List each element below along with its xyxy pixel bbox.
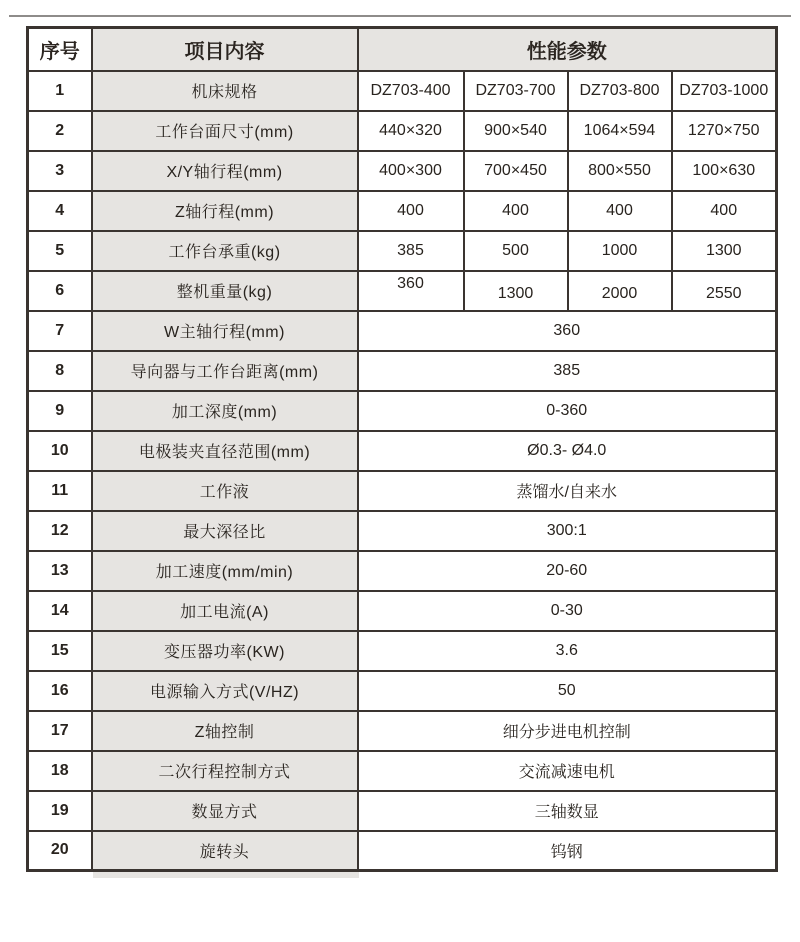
table-row <box>28 231 777 271</box>
row-number-cell: 17 <box>28 711 92 751</box>
value-text: 0-360 <box>546 401 588 419</box>
value-text: 400 <box>606 201 633 219</box>
table-row <box>28 191 777 231</box>
value-cell <box>464 231 568 271</box>
item-name-cell: 变压器功率(KW) <box>92 631 358 671</box>
value-text: 交流减速电机 <box>518 764 615 781</box>
row-number-cell: 9 <box>28 391 92 431</box>
item-name-cell: 导向器与工作台距离(mm) <box>92 351 358 391</box>
table-row <box>28 311 777 351</box>
header-item: 项目内容 <box>92 28 358 71</box>
table-row <box>28 431 777 471</box>
value-text: 细分步进电机控制 <box>502 724 631 741</box>
value-cell <box>672 111 777 151</box>
value-text: 300:1 <box>546 521 587 539</box>
spec-table-wrap <box>26 26 778 872</box>
value-cell <box>672 71 777 111</box>
table-row <box>28 631 777 671</box>
table-row <box>28 391 777 431</box>
table-row <box>28 791 777 831</box>
item-name-cell: 电源输入方式(V/HZ) <box>92 671 358 711</box>
table-row <box>28 151 777 191</box>
value-cell <box>464 151 568 191</box>
value-text: 400 <box>710 201 738 219</box>
value-cell <box>358 551 777 591</box>
header-row <box>28 28 777 71</box>
row-number-cell: 4 <box>28 191 92 231</box>
value-cell <box>358 271 464 311</box>
row-number-cell: 7 <box>28 311 92 351</box>
item-name-cell: 旋转头 <box>92 831 358 871</box>
value-cell <box>358 751 777 791</box>
value-text: 三轴数显 <box>534 804 599 821</box>
item-name-cell: 二次行程控制方式 <box>92 751 358 791</box>
table-row <box>28 591 777 631</box>
value-cell <box>358 351 777 391</box>
value-cell <box>358 711 777 751</box>
row-number-cell: 13 <box>28 551 92 591</box>
row-number-cell: 19 <box>28 791 92 831</box>
table-row <box>28 511 777 551</box>
value-text: DZ703-400 <box>370 81 451 99</box>
value-cell <box>358 631 777 671</box>
value-cell <box>464 111 568 151</box>
table-row <box>28 71 777 111</box>
value-cell <box>568 71 672 111</box>
header-seq: 序号 <box>28 28 92 71</box>
item-name-cell: 最大深径比 <box>92 511 358 551</box>
value-cell <box>358 671 777 711</box>
value-cell <box>358 71 464 111</box>
value-text: 385 <box>397 241 424 259</box>
value-cell <box>672 271 777 311</box>
value-cell <box>358 431 777 471</box>
value-cell <box>568 191 672 231</box>
row-number-cell: 11 <box>28 471 92 511</box>
row-number-cell: 12 <box>28 511 92 551</box>
value-cell <box>672 191 777 231</box>
value-text: 100×630 <box>692 161 756 179</box>
value-cell <box>672 151 777 191</box>
value-text: 360 <box>397 274 424 292</box>
value-cell <box>358 111 464 151</box>
value-cell <box>568 111 672 151</box>
value-text: 1064×594 <box>583 121 656 139</box>
table-row <box>28 271 777 311</box>
value-cell <box>568 231 672 271</box>
value-text: 钨钢 <box>550 843 583 861</box>
item-name-cell: 数显方式 <box>92 791 358 831</box>
value-cell <box>358 151 464 191</box>
item-name-cell: 机床规格 <box>92 71 358 111</box>
value-text: 蒸馏水/自来水 <box>516 484 617 501</box>
value-cell <box>358 231 464 271</box>
row-number-cell: 15 <box>28 631 92 671</box>
item-name-cell: 工作台面尺寸(mm) <box>92 111 358 151</box>
row-number-cell: 18 <box>28 751 92 791</box>
row-number-cell: 3 <box>28 151 92 191</box>
item-name-cell: 整机重量(kg) <box>92 271 358 311</box>
item-name-cell: W主轴行程(mm) <box>92 311 358 351</box>
table-row <box>28 711 777 751</box>
item-name-cell: Z轴行程(mm) <box>92 191 358 231</box>
value-text: 1300 <box>497 284 534 302</box>
value-text: 500 <box>502 241 529 259</box>
value-cell <box>358 591 777 631</box>
value-text: Ø0.3- Ø4.0 <box>527 441 607 459</box>
table-row <box>28 671 777 711</box>
value-cell <box>568 271 672 311</box>
value-text: 0-30 <box>550 601 583 619</box>
value-text: DZ703-1000 <box>679 81 769 99</box>
value-text: 1000 <box>601 241 638 259</box>
value-text: 3.6 <box>555 641 578 659</box>
row-number-cell: 6 <box>28 271 92 311</box>
row-number-cell: 1 <box>28 71 92 111</box>
table-row <box>28 751 777 791</box>
table-row <box>28 351 777 391</box>
row-number-cell: 8 <box>28 351 92 391</box>
top-divider-line <box>9 15 791 17</box>
item-name-cell: 加工电流(A) <box>92 591 358 631</box>
value-cell <box>358 391 777 431</box>
value-text: 385 <box>553 361 581 379</box>
item-name-cell: 电极装夹直径范围(mm) <box>92 431 358 471</box>
value-text: 800×550 <box>588 161 651 179</box>
value-cell <box>358 311 777 351</box>
value-cell <box>568 151 672 191</box>
table-row <box>28 831 777 871</box>
value-text: 400×300 <box>379 161 442 179</box>
value-text: 1270×750 <box>687 121 760 139</box>
table-row <box>28 111 777 151</box>
value-cell <box>464 191 568 231</box>
value-cell <box>464 271 568 311</box>
value-text: 360 <box>553 321 581 339</box>
value-text: 2000 <box>601 284 638 302</box>
value-text: 900×540 <box>484 121 547 139</box>
item-name-cell: 工作液 <box>92 471 358 511</box>
item-name-cell: 加工速度(mm/min) <box>92 551 358 591</box>
table-row <box>28 551 777 591</box>
spec-table <box>26 26 778 872</box>
value-cell <box>358 511 777 551</box>
table-row <box>28 471 777 511</box>
row-number-cell: 16 <box>28 671 92 711</box>
value-text: DZ703-800 <box>579 81 660 99</box>
gray-overflow-artifact <box>93 872 359 878</box>
item-name-cell: 工作台承重(kg) <box>92 231 358 271</box>
item-name-cell: Z轴控制 <box>92 711 358 751</box>
value-text: 1300 <box>705 241 742 259</box>
value-text: 2550 <box>705 284 742 302</box>
value-cell <box>358 831 777 871</box>
item-name-cell: 加工深度(mm) <box>92 391 358 431</box>
row-number-cell: 2 <box>28 111 92 151</box>
value-cell <box>358 471 777 511</box>
row-number-cell: 5 <box>28 231 92 271</box>
value-cell <box>672 231 777 271</box>
value-text: 20-60 <box>546 561 588 579</box>
value-text: 440×320 <box>379 121 442 139</box>
value-cell <box>464 71 568 111</box>
row-number-cell: 20 <box>28 831 92 871</box>
row-number-cell: 10 <box>28 431 92 471</box>
value-text: 50 <box>557 681 576 699</box>
item-name-cell: X/Y轴行程(mm) <box>92 151 358 191</box>
value-text: 700×450 <box>484 161 547 179</box>
value-text: DZ703-700 <box>475 81 556 99</box>
row-number-cell: 14 <box>28 591 92 631</box>
value-cell <box>358 191 464 231</box>
value-text: 400 <box>397 201 424 219</box>
value-text: 400 <box>502 201 529 219</box>
header-params: 性能参数 <box>358 28 777 71</box>
value-cell <box>358 791 777 831</box>
